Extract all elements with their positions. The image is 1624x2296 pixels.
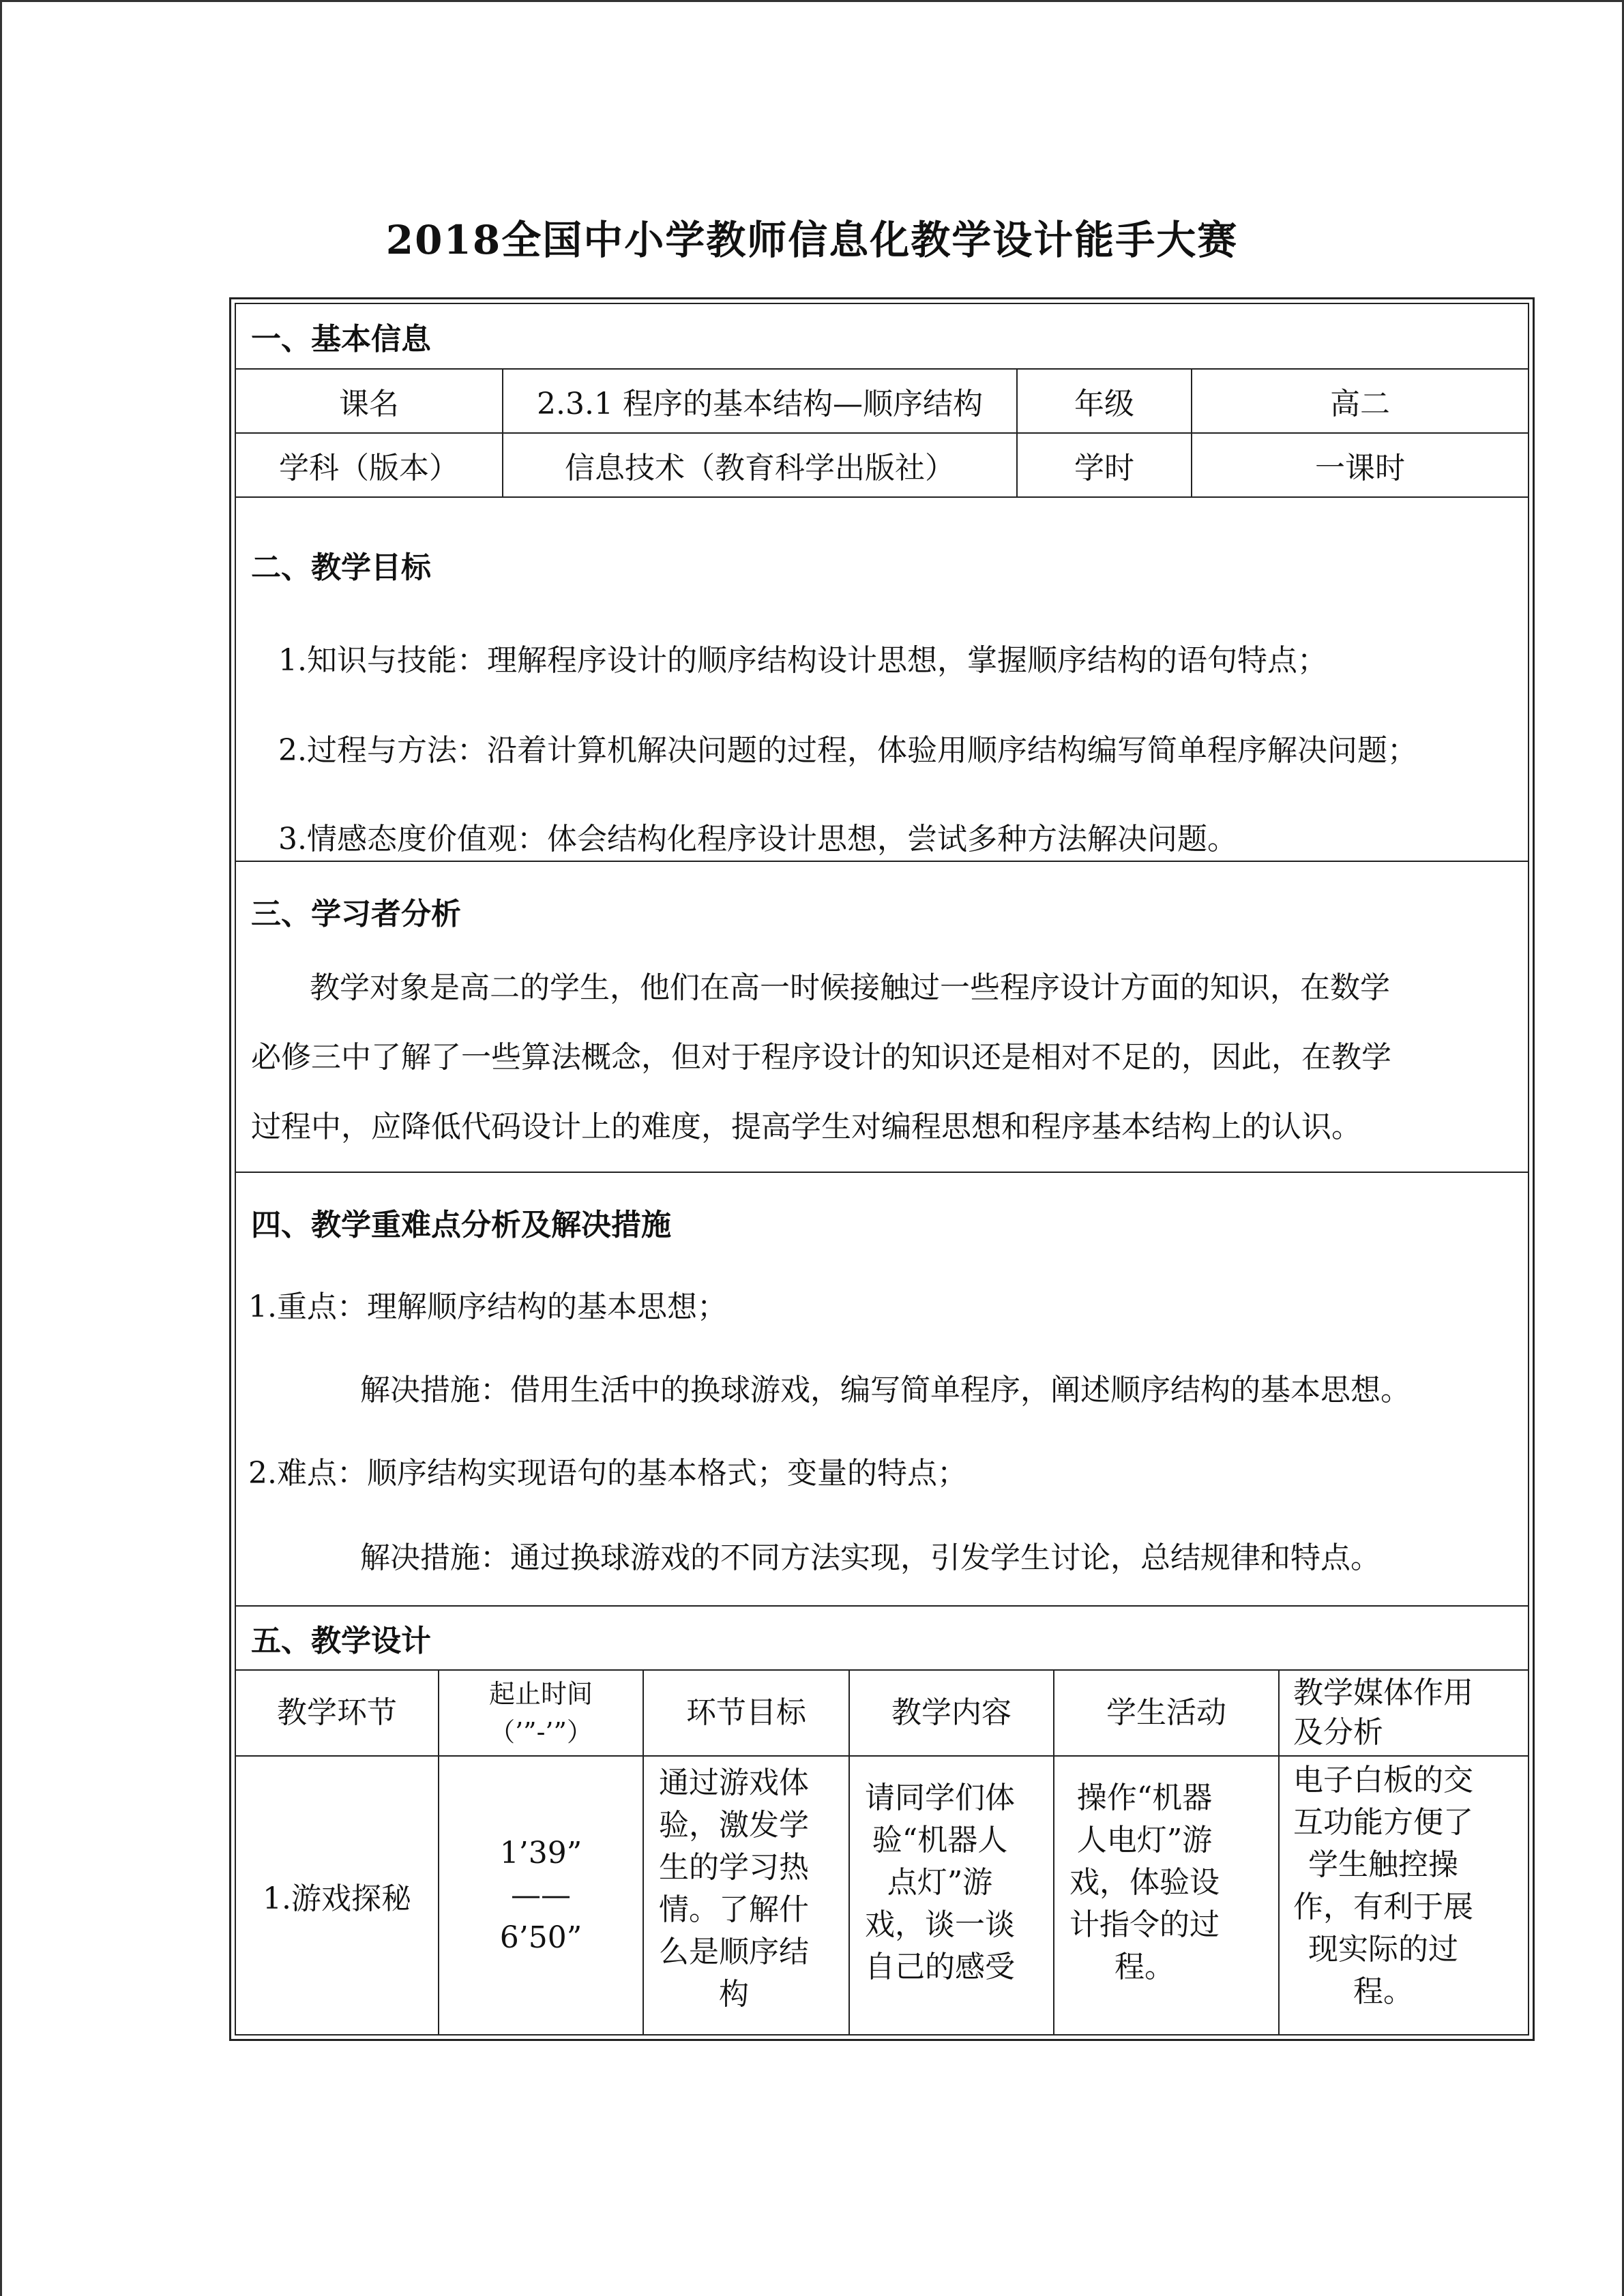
header-time-format: （’”-’”）: [489, 1717, 593, 1747]
section-heading: 四、教学重难点分析及解决措施: [251, 1208, 671, 1242]
activity-line: 戏，体验设: [1069, 1865, 1220, 1900]
header-content: 教学内容: [850, 1671, 1054, 1755]
content-line: 验“机器人: [872, 1823, 1008, 1858]
activity-line: 计指令的过: [1069, 1907, 1220, 1942]
lesson-plan-inner: [235, 303, 1529, 2036]
section-design-heading: [236, 1607, 1528, 1671]
media-line: 电子白板的交: [1293, 1763, 1473, 1798]
media-line: 程。: [1353, 1974, 1413, 2009]
basic-info-row: [236, 434, 1528, 498]
header-media: [1280, 1671, 1528, 1755]
header-media-line: 及分析: [1293, 1715, 1383, 1750]
section-heading: 一、基本信息: [251, 322, 431, 357]
media-text: [1293, 1759, 1473, 2013]
value-hours: 一课时: [1315, 451, 1405, 486]
learner-paragraph-line: 教学对象是高二的学生，他们在高一时候接触过一些程序设计方面的知识，在数学: [310, 970, 1390, 1005]
objective-item: 3.情感态度价值观：体会结构化程序设计思想，尝试多种方法解决问题。: [278, 822, 1237, 856]
header-stage: 教学环节: [236, 1671, 439, 1755]
section-basic-info-heading: [236, 304, 1528, 370]
media-line: 互功能方便了: [1293, 1805, 1473, 1840]
media-line: 作，有利于展: [1293, 1890, 1473, 1924]
objective-item: 1.知识与技能：理解程序设计的顺序结构设计思想，掌握顺序结构的语句特点；: [278, 643, 1327, 678]
time-separator: ——: [511, 1877, 571, 1913]
goal-line: 验，激发学: [659, 1808, 809, 1843]
solution-line: 解决措施：通过换球游戏的不同方法实现，引发学生讨论，总结规律和特点。: [360, 1540, 1381, 1575]
media-line: 学生触控操: [1308, 1847, 1458, 1882]
section-heading: 五、教学设计: [251, 1624, 431, 1658]
learner-paragraph-line: 必修三中了解了一些算法概念，但对于程序设计的知识还是相对不足的，因此，在教学: [251, 1040, 1391, 1075]
activity-cell: [1054, 1757, 1280, 2034]
goal-line: 构: [719, 1977, 749, 2012]
stage-cell: 1.游戏探秘: [236, 1757, 439, 2034]
key-point-line: 1.重点：理解顺序结构的基本思想；: [248, 1289, 727, 1324]
time-start: 1’39”: [499, 1835, 582, 1870]
section-learner-analysis: [236, 862, 1528, 1173]
label-subject: 学科（版本）: [236, 434, 503, 496]
label-course-name: 课名: [236, 370, 503, 432]
lesson-plan-table: [229, 297, 1535, 2041]
section-heading: 三、学习者分析: [251, 897, 461, 931]
header-time: [439, 1671, 644, 1755]
goal-text: [659, 1762, 809, 2016]
time-cell: [439, 1757, 644, 2034]
label-hours: 学时: [1018, 434, 1192, 496]
difficulty-line: 2.难点：顺序结构实现语句的基本格式；变量的特点；: [248, 1456, 967, 1491]
value-subject: 信息技术（教育科学出版社）: [503, 434, 1018, 496]
content-line: 点灯”游: [887, 1865, 993, 1900]
activity-text: [1069, 1777, 1220, 1988]
media-cell: [1280, 1757, 1528, 2034]
content-cell: [850, 1757, 1054, 2034]
page-border: [0, 0, 1624, 2]
goal-line: 生的学习热: [659, 1850, 809, 1885]
solution-line: 解决措施：借用生活中的换球游戏，编写简单程序，阐述顺序结构的基本思想。: [360, 1373, 1411, 1407]
activity-line: 操作“机器: [1076, 1780, 1213, 1815]
time-end: 6’50”: [499, 1920, 582, 1955]
basic-info-row: [236, 370, 1528, 434]
section-objectives: [236, 498, 1528, 862]
section-heading: 二、教学目标: [251, 550, 431, 585]
objective-item: 2.过程与方法：沿着计算机解决问题的过程，体验用顺序结构编写简单程序解决问题；: [278, 733, 1417, 768]
activity-line: 程。: [1114, 1950, 1175, 1984]
value-course-name: 2.3.1 程序的基本结构—顺序结构: [503, 370, 1018, 432]
value-grade: 高二: [1330, 387, 1390, 421]
content-line: 自己的感受: [865, 1950, 1015, 1984]
goal-line: 情。了解什: [659, 1892, 809, 1927]
page-border: [0, 0, 2, 2296]
learner-paragraph-line: 过程中，应降低代码设计上的难度，提高学生对编程思想和程序基本结构上的认识。: [251, 1109, 1361, 1144]
header-time-line: 起止时间: [488, 1679, 593, 1709]
content-line: 请同学们体: [865, 1780, 1015, 1815]
design-table-header: [236, 1671, 1528, 1757]
goal-cell: [644, 1757, 850, 2034]
media-line: 现实际的过: [1308, 1932, 1458, 1967]
header-goal: 环节目标: [644, 1671, 850, 1755]
header-activity: 学生活动: [1054, 1671, 1280, 1755]
goal-line: 通过游戏体: [659, 1765, 809, 1800]
content-text: [865, 1777, 1015, 1988]
header-media-line: 教学媒体作用: [1293, 1675, 1473, 1710]
label-grade: 年级: [1018, 370, 1192, 432]
activity-line: 人电灯”游: [1076, 1823, 1213, 1858]
document-title: 2018全国中小学教师信息化教学设计能手大赛: [385, 217, 1239, 263]
section-key-points: [236, 1173, 1528, 1607]
goal-line: 么是顺序结: [659, 1935, 809, 1969]
design-table-row: [236, 1757, 1528, 2034]
content-line: 戏，谈一谈: [865, 1907, 1015, 1942]
